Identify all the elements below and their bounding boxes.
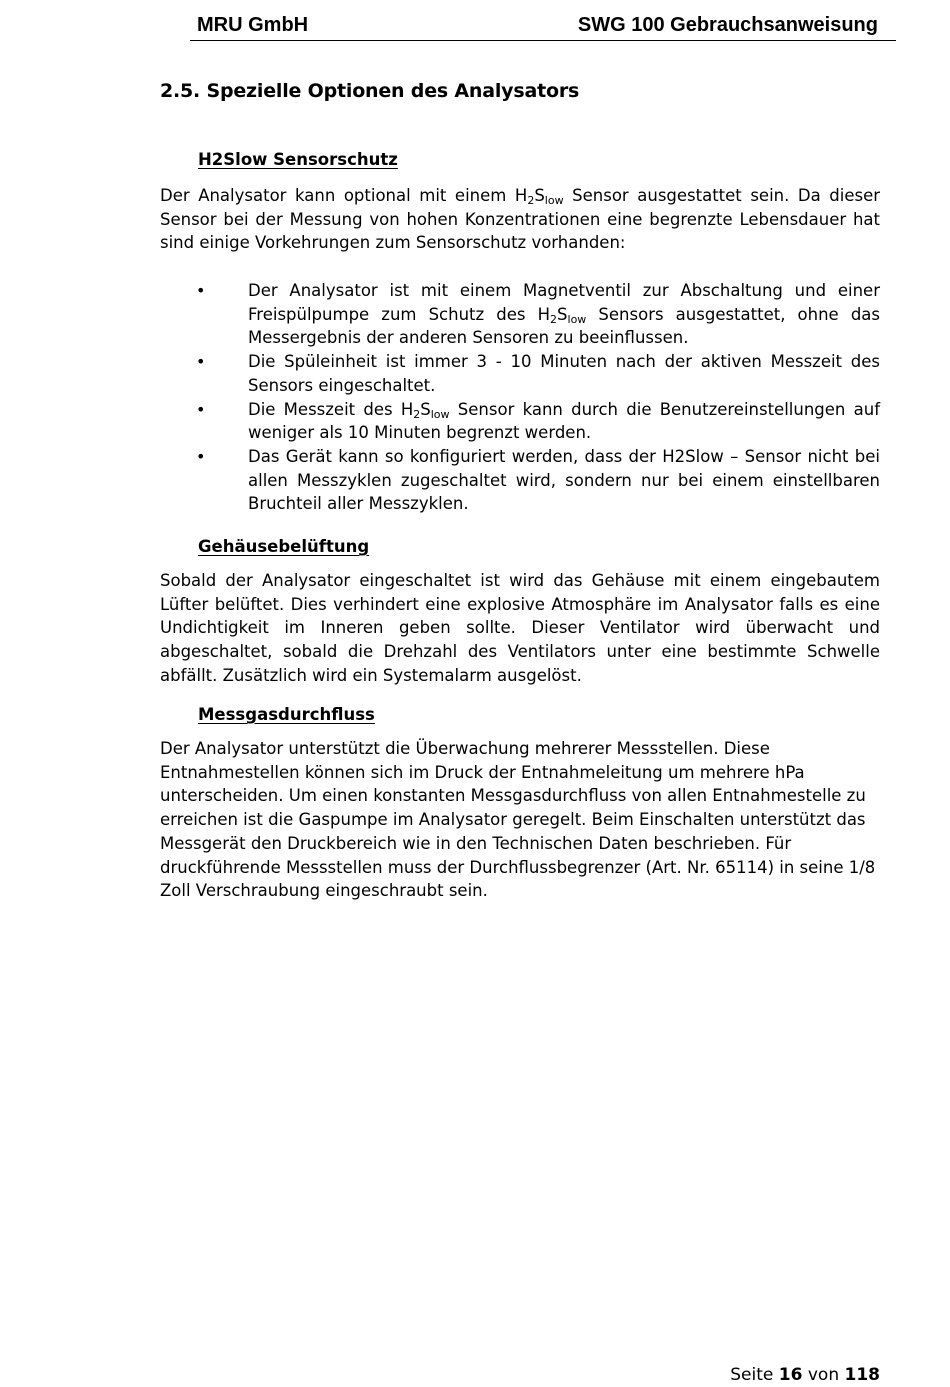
total-pages: 118 — [844, 1365, 880, 1385]
bullet-3-start: Die Messzeit des H — [248, 399, 414, 419]
messgas-heading: Messgasdurchfluss — [198, 705, 375, 724]
page-header — [190, 12, 896, 41]
page-middle: von — [802, 1365, 845, 1385]
gehaeuse-heading: Gehäusebelüftung — [198, 537, 370, 556]
list-item — [160, 445, 880, 516]
low-subscript: low — [544, 194, 564, 207]
bullet-4-text: Das Gerät kann so konfiguriert werden, dass der H2Slow – Sensor nicht bei allen Messzyklen zugeschaltet wird, sondern nur bei einem einstellbaren Bruchteil aller Messzyklen. — [248, 446, 880, 514]
messgas-text — [160, 737, 880, 903]
messgas-line: erreichen ist die Gaspumpe im Analysator geregelt. Beim Einschalten unterstützt das — [160, 810, 866, 830]
h2slow-heading: H2Slow Sensorschutz — [198, 150, 398, 169]
messgas-line: Der Analysator unterstützt die Überwachung mehrerer Messstellen. Diese — [160, 739, 770, 758]
section-title: 2.5. Spezielle Optionen des Analysators — [160, 80, 580, 102]
messgas-line: Zoll Verschraubung eingeschraubt sein. — [160, 881, 488, 901]
h2slow-intro-end: Sensor ausgestattet sein. Da dieser Sensor bei der Messung von hohen Konzentrationen eine begrenzte Lebensdauer hat sind einige Vorkehrungen zum Sensorschutz vorhanden: — [160, 186, 881, 253]
h2slow-intro — [160, 184, 880, 255]
bullet-icon: • — [196, 446, 206, 466]
messgas-line: Messgerät den Druckbereich wie in den Technischen Daten beschrieben. Für — [160, 833, 792, 853]
list-item — [160, 350, 880, 397]
current-page: 16 — [778, 1365, 803, 1385]
s-letter: S — [534, 186, 545, 205]
h2slow-intro-start: Der Analysator kann optional mit einem H — [160, 186, 528, 205]
h-subscript: 2 — [413, 407, 421, 421]
h-subscript: 2 — [550, 312, 558, 326]
bullet-icon: • — [196, 352, 206, 372]
bullet-icon: • — [196, 281, 206, 300]
list-item — [160, 398, 880, 445]
bullet-icon: • — [196, 399, 206, 419]
bullet-1-end: Sensors ausgestattet, ohne das Messergebnis der anderen Sensoren zu beeinflussen. — [248, 304, 880, 348]
bullet-1-start: Der Analysator ist mit einem Magnetventil zur Abschaltung und einer Freispülpumpe zum Schutz des H — [248, 281, 880, 324]
low-subscript: low — [567, 312, 587, 326]
list-item — [160, 279, 880, 350]
bullet-3-end: Sensor kann durch die Benutzereinstellungen auf weniger als 10 Minuten begrenzt werden. — [248, 399, 880, 443]
bullet-2-text: Die Spüleinheit ist immer 3 - 10 Minuten nach der aktiven Messzeit des Sensors eingeschaltet. — [248, 352, 880, 395]
manual-title: SWG 100 Gebrauchsanweisung — [577, 14, 878, 36]
sensor-protection-list — [160, 279, 880, 516]
gehaeuse-text: Sobald der Analysator eingeschaltet ist wird das Gehäuse mit einem eingebautem Lüfter belüftet. Dies verhindert eine explosive Atmosphäre im Analysator falls es eine Undichtigkeit im Inneren geben sollte. Dieser Ventilator wird überwacht und abgeschaltet, sobald die Drehzahl des Ventilators unter eine bestimmte Schwelle abfällt. Zusätzlich wird ein Systemalarm ausgelöst. — [160, 571, 880, 685]
messgas-line: druckführende Messstellen muss der Durchflussbegrenzer (Art. Nr. 65114) in seine 1/8 — [160, 857, 876, 877]
low-subscript: low — [430, 407, 450, 421]
s-letter: S — [420, 399, 431, 419]
s-letter: S — [557, 304, 568, 324]
page-prefix: Seite — [730, 1365, 779, 1385]
messgas-line: Entnahmestellen können sich im Druck der Entnahmeleitung um mehrere hPa — [160, 762, 805, 782]
h-subscript: 2 — [527, 194, 535, 207]
messgas-line: unterscheiden. Um einen konstanten Messgasdurchfluss von allen Entnahmestelle zu — [160, 786, 866, 806]
company-name: MRU GmbH — [197, 14, 309, 36]
page-number — [730, 1365, 880, 1385]
